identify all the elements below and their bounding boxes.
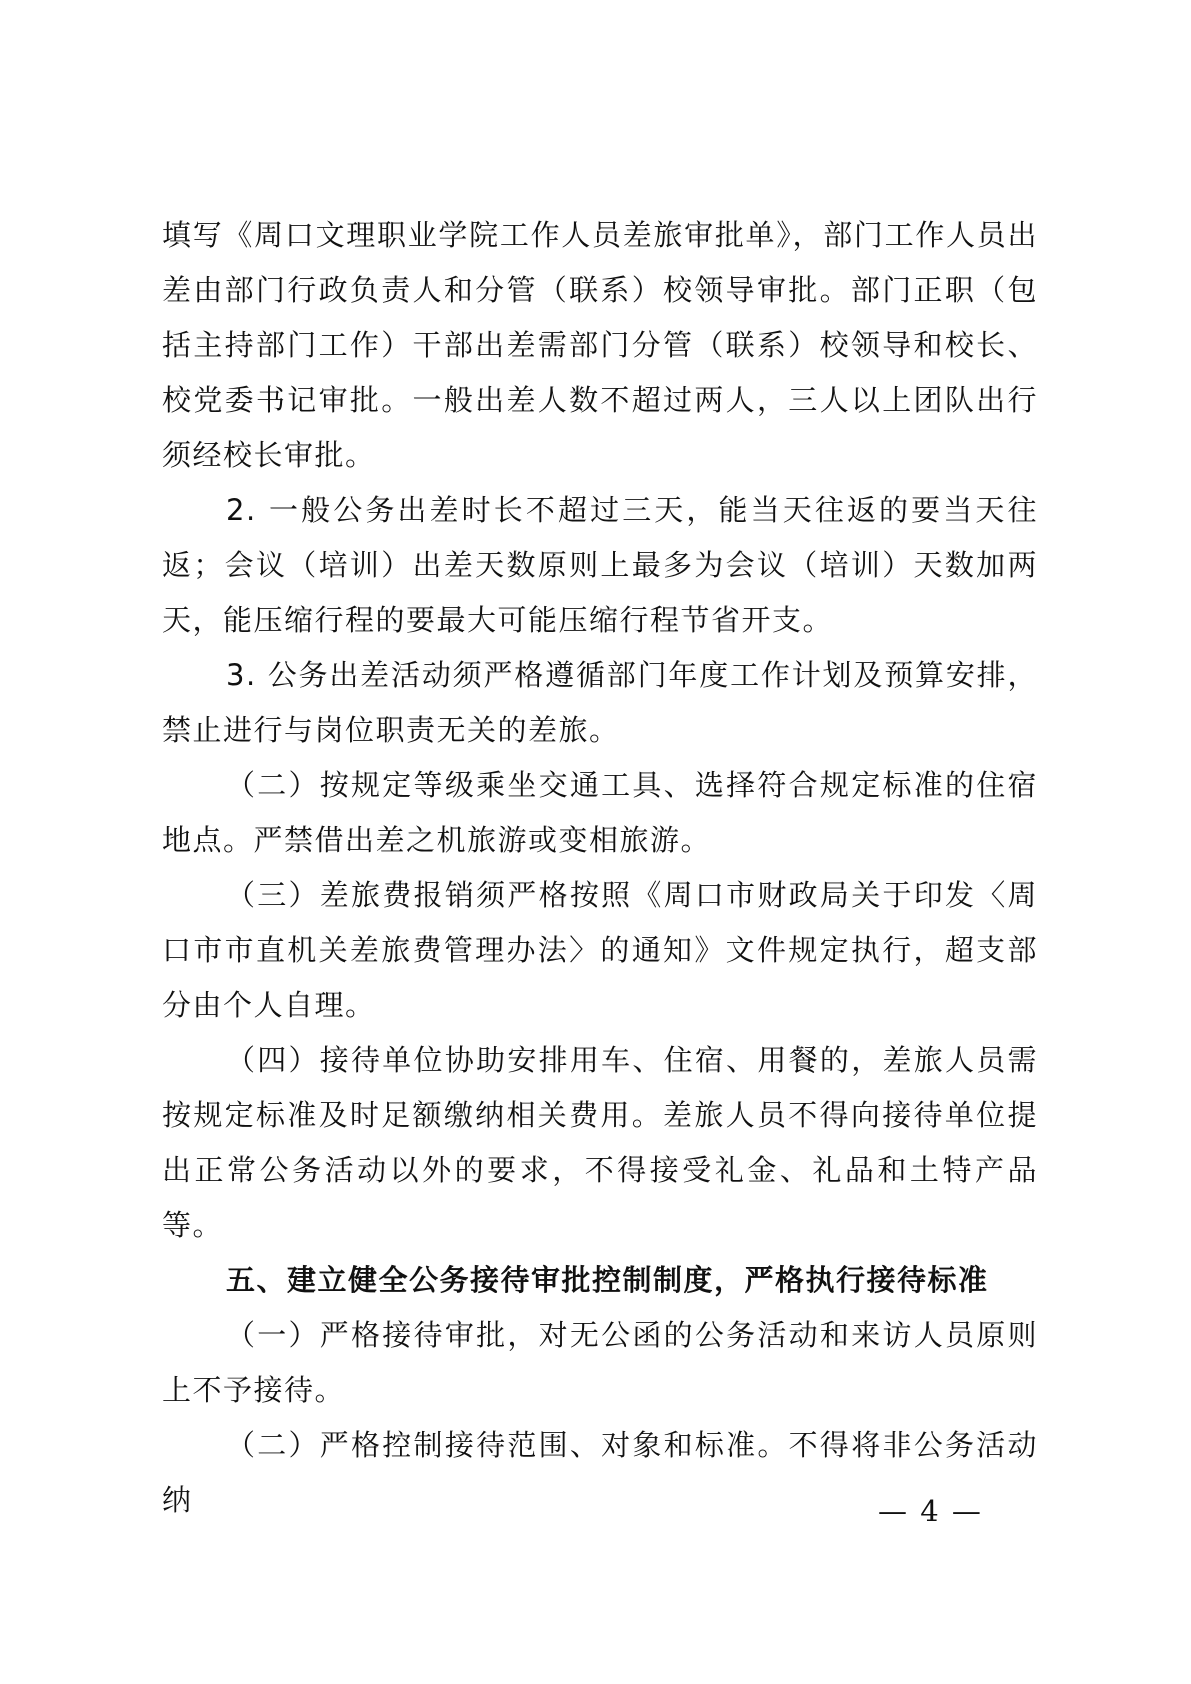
paragraph-transport-lodging: （二）按规定等级乘坐交通工具、选择符合规定标准的住宿地点。严禁借出差之机旅游或变相旅游。: [162, 768, 1038, 857]
paragraph-trip-duration: 2. 一般公务出差时长不超过三天，能当天往返的要当天往返；会议（培训）出差天数原则上最多为会议（培训）天数加两天，能压缩行程的要最大可能压缩行程节省开支。: [162, 493, 1038, 637]
paragraph-reimbursement: （三）差旅费报销须严格按照《周口市财政局关于印发〈周口市市直机关差旅费管理办法〉的通知》文件规定执行，超支部分由个人自理。: [162, 878, 1038, 1022]
page-number: — 4 —: [878, 1494, 983, 1528]
paragraph-reception-scope: （二）严格控制接待范围、对象和标准。不得将非公务活动纳: [162, 1428, 1038, 1517]
paragraph-work-plan: 3. 公务出差活动须严格遵循部门年度工作计划及预算安排，禁止进行与岗位职责无关的差旅。: [162, 658, 1038, 747]
document-body: [162, 208, 1038, 1528]
paragraph-approval-procedure: 填写《周口文理职业学院工作人员差旅审批单》，部门工作人员出差由部门行政负责人和分管（联系）校领导审批。部门正职（包括主持部门工作）干部出差需部门分管（联系）校领导和校长、校党委书记审批。一般出差人数不超过两人，三人以上团队出行须经校长审批。: [162, 218, 1038, 472]
paragraph-reception-approval: （一）严格接待审批，对无公函的公务活动和来访人员原则上不予接待。: [162, 1318, 1038, 1407]
section-heading-reception: 五、建立健全公务接待审批控制制度，严格执行接待标准: [226, 1263, 989, 1297]
paragraph-host-arrangements: （四）接待单位协助安排用车、住宿、用餐的，差旅人员需按规定标准及时足额缴纳相关费用。差旅人员不得向接待单位提出正常公务活动以外的要求，不得接受礼金、礼品和土特产品等。: [162, 1043, 1038, 1242]
